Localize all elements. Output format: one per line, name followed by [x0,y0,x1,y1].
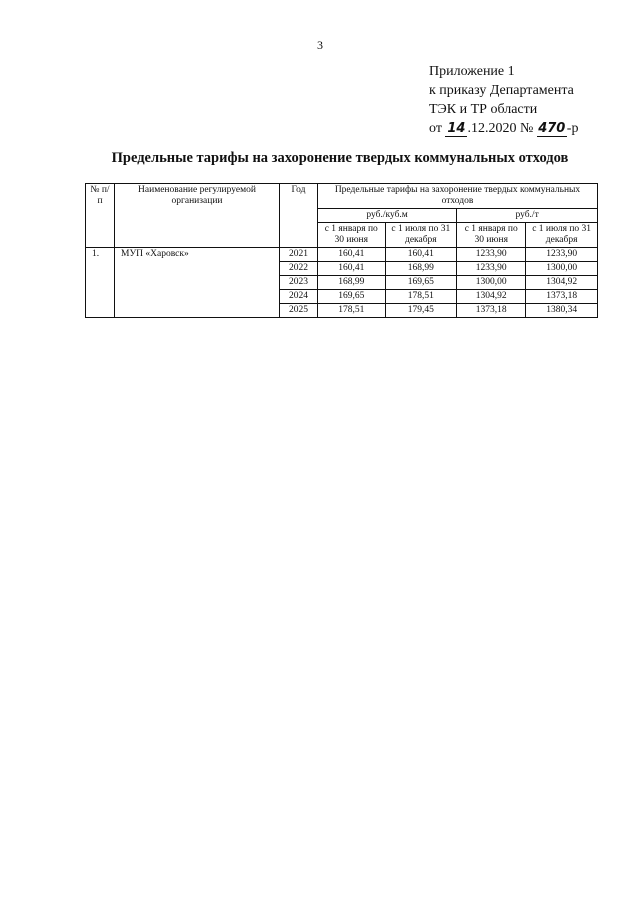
value-cell: 1300,00 [457,276,526,290]
header-period-3: с 1 января по 30 июня [457,223,526,248]
page-number: 3 [317,38,323,52]
header-unit-t: руб./т [457,209,598,223]
value-cell: 1304,92 [457,290,526,304]
value-cell: 1380,34 [526,304,598,318]
header-unit-m3: руб./куб.м [318,209,457,223]
value-cell: 1373,18 [457,304,526,318]
value-cell: 168,99 [318,276,386,290]
header-row-1 [86,184,598,209]
year-cell: 2025 [280,304,318,318]
header-tariffs: Предельные тарифы на захоронение твердых коммунальных отходов [318,184,598,209]
year-cell: 2024 [280,290,318,304]
handwritten-order-number: 470 [538,121,566,136]
date-rest: .12.2020 № [467,121,534,136]
value-cell: 1233,90 [457,248,526,262]
value-cell: 160,41 [385,248,457,262]
header-org: Наименование регулируемой организации [115,184,280,248]
appendix-line-3: ТЭК и ТР области [429,102,538,117]
appendix-block [429,62,629,138]
order-suffix: -р [566,121,579,136]
organization-name: МУП «Харовск» [115,248,280,318]
date-prefix: от [429,121,442,136]
value-cell: 1233,90 [526,248,598,262]
value-cell: 178,51 [318,304,386,318]
header-no: № п/п [86,184,115,248]
year-cell: 2021 [280,248,318,262]
value-cell: 1373,18 [526,290,598,304]
table-row [86,248,598,262]
value-cell: 1233,90 [457,262,526,276]
appendix-date-line [429,119,629,138]
value-cell: 168,99 [385,262,457,276]
handwritten-day: 14 [447,121,466,136]
tariffs-table [85,183,598,318]
year-cell: 2023 [280,276,318,290]
value-cell: 1300,00 [526,262,598,276]
appendix-line-1: Приложение 1 [429,64,515,79]
value-cell: 160,41 [318,248,386,262]
row-number: 1. [86,248,115,318]
value-cell: 169,65 [385,276,457,290]
header-period-4: с 1 июля по 31 декабря [526,223,598,248]
header-year: Год [280,184,318,248]
year-cell: 2022 [280,262,318,276]
appendix-line-2: к приказу Департамента [429,83,574,98]
value-cell: 179,45 [385,304,457,318]
value-cell: 178,51 [385,290,457,304]
header-period-1: с 1 января по 30 июня [318,223,386,248]
header-period-2: с 1 июля по 31 декабря [385,223,457,248]
value-cell: 1304,92 [526,276,598,290]
document-title: Предельные тарифы на захоронение твердых коммунальных отходов [111,150,569,166]
value-cell: 169,65 [318,290,386,304]
value-cell: 160,41 [318,262,386,276]
